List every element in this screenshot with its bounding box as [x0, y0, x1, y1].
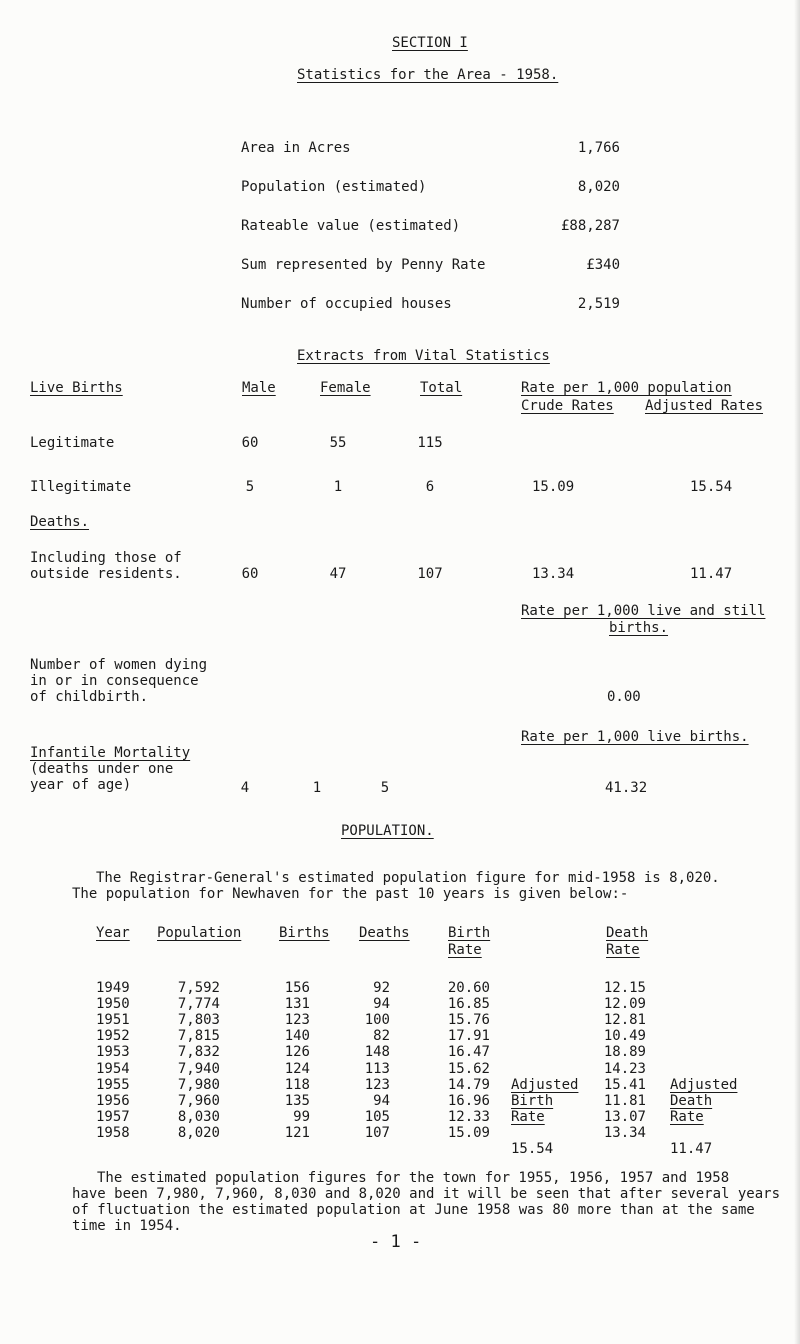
col-male: Male	[242, 380, 276, 396]
infant-label-line2: (deaths under one	[30, 761, 174, 777]
cell-population: 8,030	[177, 1108, 220, 1125]
cell-deaths: 148	[364, 1044, 390, 1061]
cell-deaths: 107	[364, 1124, 390, 1141]
cell-year: 1954	[96, 1060, 130, 1077]
infant-female: 1	[312, 780, 322, 796]
infant-rate: 41.32	[605, 780, 648, 796]
header-birth: Birth	[448, 925, 491, 941]
deaths-female: 47	[329, 566, 347, 582]
cell-birth-rate: 15.76	[447, 1012, 490, 1029]
cell-population: 7,803	[177, 1012, 220, 1029]
deaths-label-line1: Including those of	[30, 550, 182, 566]
header-death-rate: Rate	[606, 942, 640, 958]
maternal-label-line3: of childbirth.	[30, 689, 149, 705]
page-heading: Statistics for the Area - 1958.	[297, 67, 559, 83]
deaths-crude-rate: 13.34	[532, 566, 575, 582]
cell-death-rate: 12.09	[603, 996, 646, 1013]
cell-birth-rate: 16.85	[447, 996, 490, 1013]
cell-death-rate: 11.81	[603, 1092, 646, 1109]
cell-births: 156	[284, 980, 310, 996]
illegitimate-male: 5	[245, 479, 255, 495]
deaths-male: 60	[241, 566, 259, 582]
cell-births: 99	[293, 1108, 310, 1125]
adjusted-birth-label-3: Rate	[511, 1109, 545, 1125]
cell-births: 131	[284, 996, 310, 1013]
rate-live-births-header: Rate per 1,000 live births.	[521, 729, 749, 745]
header-births: Births	[279, 925, 330, 941]
adjusted-death-label-3: Rate	[670, 1109, 704, 1125]
legitimate-label: Legitimate	[30, 435, 115, 451]
population-intro-1: The Registrar-General's estimated population figure for mid-1958 is 8,020.	[96, 870, 720, 886]
cell-deaths: 100	[364, 1012, 390, 1029]
illegitimate-total: 6	[425, 479, 435, 495]
cell-deaths: 113	[364, 1060, 390, 1077]
cell-year: 1953	[96, 1044, 130, 1061]
rateable-label: Rateable value (estimated)	[241, 218, 461, 234]
cell-population: 7,960	[177, 1092, 220, 1109]
cell-births: 126	[284, 1044, 310, 1061]
cell-year: 1958	[96, 1124, 130, 1141]
cell-population: 8,020	[177, 1124, 220, 1141]
cell-year: 1957	[96, 1108, 130, 1125]
cell-year: 1955	[96, 1076, 130, 1093]
illegitimate-adjusted-rate: 15.54	[690, 479, 733, 495]
illegitimate-female: 1	[333, 479, 343, 495]
deaths-header: Deaths.	[30, 514, 90, 530]
area-label: Area in Acres	[241, 140, 351, 156]
cell-births: 140	[284, 1028, 310, 1045]
cell-deaths: 82	[373, 1028, 390, 1045]
cell-population: 7,774	[177, 996, 220, 1013]
cell-births: 124	[284, 1060, 310, 1077]
maternal-label-line1: Number of women dying	[30, 657, 208, 673]
cell-death-rate: 12.81	[603, 1012, 646, 1029]
header-birth-rate: Rate	[448, 942, 482, 958]
adjusted-birth-label-1: Adjusted	[511, 1077, 579, 1093]
cell-death-rate: 13.34	[603, 1124, 646, 1141]
cell-birth-rate: 16.96	[447, 1092, 490, 1109]
adjusted-death-label-2: Death	[670, 1093, 713, 1109]
infant-total: 5	[380, 780, 390, 796]
illegitimate-crude-rate: 15.09	[532, 479, 575, 495]
cell-birth-rate: 16.47	[447, 1044, 490, 1061]
section-title: SECTION I	[392, 35, 468, 51]
houses-label: Number of occupied houses	[241, 296, 452, 312]
penny-rate-label: Sum represented by Penny Rate	[241, 257, 486, 273]
penny-rate-value: £340	[586, 257, 620, 273]
cell-death-rate: 15.41	[603, 1076, 646, 1093]
cell-birth-rate: 15.09	[447, 1124, 490, 1141]
cell-year: 1951	[96, 1012, 130, 1029]
page-edge-shadow	[794, 0, 800, 1344]
deaths-label-line2: outside residents.	[30, 566, 182, 582]
header-year: Year	[96, 925, 130, 941]
deaths-total: 107	[417, 566, 443, 582]
adjusted-death-rate: 11.47	[670, 1141, 713, 1157]
note-line-3: of fluctuation the estimated population at June 1958 was 80 more than at the same	[72, 1202, 755, 1218]
legitimate-female: 55	[329, 435, 347, 451]
vital-statistics-title: Extracts from Vital Statistics	[297, 348, 550, 364]
col-total: Total	[420, 380, 463, 396]
houses-value: 2,519	[577, 296, 620, 312]
cell-death-rate: 18.89	[603, 1044, 646, 1061]
cell-birth-rate: 20.60	[447, 980, 490, 996]
header-deaths: Deaths	[359, 925, 410, 941]
cell-deaths: 123	[364, 1076, 390, 1093]
cell-births: 121	[284, 1124, 310, 1141]
maternal-rate: 0.00	[607, 689, 641, 705]
cell-birth-rate: 15.62	[447, 1060, 490, 1077]
maternal-label-line2: in or in consequence	[30, 673, 199, 689]
cell-birth-rate: 17.91	[447, 1028, 490, 1045]
cell-births: 118	[284, 1076, 310, 1093]
population-value: 8,020	[577, 179, 620, 195]
cell-population: 7,592	[177, 980, 220, 996]
cell-birth-rate: 14.79	[447, 1076, 490, 1093]
cell-deaths: 94	[373, 996, 390, 1013]
legitimate-total: 115	[417, 435, 443, 451]
rate-population-header: Rate per 1,000 population	[521, 380, 732, 396]
adjusted-rates-header: Adjusted Rates	[645, 398, 764, 414]
note-line-1: The estimated population figures for the town for 1955, 1956, 1957 and 1958	[97, 1170, 730, 1186]
header-population: Population	[157, 925, 242, 941]
cell-death-rate: 14.23	[603, 1060, 646, 1077]
rate-live-still-header-2: births.	[609, 620, 669, 636]
cell-year: 1949	[96, 980, 130, 996]
cell-year: 1950	[96, 996, 130, 1013]
cell-year: 1952	[96, 1028, 130, 1045]
cell-population: 7,815	[177, 1028, 220, 1045]
deaths-adjusted-rate: 11.47	[690, 566, 733, 582]
area-value: 1,766	[577, 140, 620, 156]
live-births-header: Live Births	[30, 380, 123, 396]
infant-label-line1: Infantile Mortality	[30, 745, 191, 761]
cell-death-rate: 13.07	[603, 1108, 646, 1125]
population-label: Population (estimated)	[241, 179, 427, 195]
cell-population: 7,980	[177, 1076, 220, 1093]
cell-deaths: 105	[364, 1108, 390, 1125]
cell-birth-rate: 12.33	[447, 1108, 490, 1125]
header-death: Death	[606, 925, 649, 941]
cell-deaths: 94	[373, 1092, 390, 1109]
note-line-4: time in 1954.	[72, 1218, 182, 1234]
cell-year: 1956	[96, 1092, 130, 1109]
legitimate-male: 60	[241, 435, 259, 451]
infant-label-line3: year of age)	[30, 777, 132, 793]
note-line-2: have been 7,980, 7,960, 8,030 and 8,020 and it will be seen that after several years	[72, 1186, 781, 1202]
adjusted-birth-label-2: Birth	[511, 1093, 554, 1109]
adjusted-birth-rate: 15.54	[511, 1141, 554, 1157]
illegitimate-label: Illegitimate	[30, 479, 132, 495]
population-intro-2: The population for Newhaven for the past 10 years is given below:-	[72, 886, 629, 902]
infant-male: 4	[240, 780, 250, 796]
page-number: - 1 -	[370, 1232, 422, 1252]
cell-births: 123	[284, 1012, 310, 1029]
adjusted-death-label-1: Adjusted	[670, 1077, 738, 1093]
cell-death-rate: 12.15	[603, 980, 646, 996]
cell-births: 135	[284, 1092, 310, 1109]
col-female: Female	[320, 380, 371, 396]
population-title: POPULATION.	[341, 823, 434, 839]
rate-live-still-header: Rate per 1,000 live and still	[521, 603, 766, 619]
cell-population: 7,832	[177, 1044, 220, 1061]
cell-deaths: 92	[373, 980, 390, 996]
cell-death-rate: 10.49	[603, 1028, 646, 1045]
rateable-value: £88,287	[560, 218, 620, 234]
cell-population: 7,940	[177, 1060, 220, 1077]
crude-rates-header: Crude Rates	[521, 398, 614, 414]
